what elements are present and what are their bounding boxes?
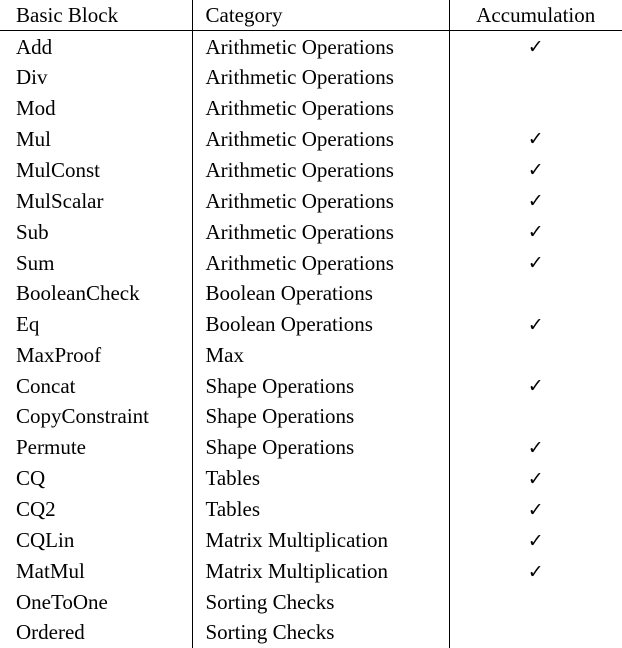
accumulation-cell xyxy=(449,185,622,216)
check-icon: ✓ xyxy=(527,375,544,397)
table-body xyxy=(0,31,622,648)
table-row xyxy=(0,401,622,432)
basic-block-cell: Add xyxy=(0,31,192,63)
table-row xyxy=(0,62,622,93)
check-icon: ✓ xyxy=(527,190,544,212)
basic-block-cell: Div xyxy=(0,62,192,93)
table-row xyxy=(0,278,622,309)
table-row xyxy=(0,309,622,340)
accumulation-cell xyxy=(449,123,622,154)
category-cell: Arithmetic Operations xyxy=(192,31,449,63)
check-icon: ✓ xyxy=(527,313,544,336)
table-row xyxy=(0,432,622,463)
accumulation-cell xyxy=(449,494,622,525)
category-cell: Arithmetic Operations xyxy=(192,93,449,124)
basic-block-cell: MulConst xyxy=(0,154,192,185)
accumulation-cell xyxy=(449,216,622,247)
accumulation-cell xyxy=(449,463,622,494)
accumulation-cell xyxy=(449,278,622,309)
check-icon: ✓ xyxy=(527,36,544,58)
check-icon: ✓ xyxy=(527,467,544,490)
category-cell: Shape Operations xyxy=(192,370,449,401)
table-row xyxy=(0,370,622,401)
basic-block-cell: CQ xyxy=(0,463,192,494)
table-row xyxy=(0,247,622,278)
category-cell: Boolean Operations xyxy=(192,278,449,309)
table-row xyxy=(0,463,622,494)
basic-block-cell: Mul xyxy=(0,123,192,154)
table-row xyxy=(0,340,622,371)
basic-block-cell: Mod xyxy=(0,93,192,124)
accumulation-cell xyxy=(449,62,622,93)
basic-block-cell: CopyConstraint xyxy=(0,401,192,432)
category-cell: Arithmetic Operations xyxy=(192,185,449,216)
category-cell: Arithmetic Operations xyxy=(192,62,449,93)
accumulation-cell xyxy=(449,587,622,618)
check-icon: ✓ xyxy=(527,221,544,243)
category-cell: Boolean Operations xyxy=(192,309,449,340)
basic-block-cell: Eq xyxy=(0,309,192,340)
category-cell: Arithmetic Operations xyxy=(192,123,449,154)
category-cell: Matrix Multiplication xyxy=(192,525,449,556)
table-row xyxy=(0,154,622,185)
table-row xyxy=(0,525,622,556)
category-cell: Shape Operations xyxy=(192,432,449,463)
basic-block-cell: Permute xyxy=(0,432,192,463)
accumulation-cell xyxy=(449,401,622,432)
header-basic-block: Basic Block xyxy=(0,0,192,31)
accumulation-cell xyxy=(449,247,622,278)
table-row xyxy=(0,31,622,63)
table-row xyxy=(0,556,622,587)
accumulation-cell xyxy=(449,93,622,124)
check-icon: ✓ xyxy=(527,159,544,181)
header-category: Category xyxy=(192,0,449,31)
table-row xyxy=(0,185,622,216)
category-cell: Matrix Multiplication xyxy=(192,556,449,587)
check-icon: ✓ xyxy=(527,128,544,150)
table-row xyxy=(0,123,622,154)
basic-block-cell: OneToOne xyxy=(0,587,192,618)
category-cell: Arithmetic Operations xyxy=(192,216,449,247)
check-icon: ✓ xyxy=(527,436,544,459)
header-row xyxy=(0,0,622,31)
accumulation-cell xyxy=(449,154,622,185)
category-cell: Tables xyxy=(192,494,449,525)
table-row xyxy=(0,216,622,247)
basic-block-cell: Ordered xyxy=(0,617,192,648)
category-cell: Tables xyxy=(192,463,449,494)
basic-block-cell: Sub xyxy=(0,216,192,247)
table-row xyxy=(0,617,622,648)
table-row xyxy=(0,587,622,618)
basic-block-cell: CQLin xyxy=(0,525,192,556)
basic-block-cell: MaxProof xyxy=(0,340,192,371)
basic-block-cell: BooleanCheck xyxy=(0,278,192,309)
category-cell: Shape Operations xyxy=(192,401,449,432)
accumulation-cell xyxy=(449,525,622,556)
basic-block-cell: CQ2 xyxy=(0,494,192,525)
table-row xyxy=(0,494,622,525)
check-icon: ✓ xyxy=(527,529,544,552)
check-icon: ✓ xyxy=(527,498,544,521)
category-cell: Sorting Checks xyxy=(192,587,449,618)
category-cell: Arithmetic Operations xyxy=(192,247,449,278)
header-accumulation: Accumulation xyxy=(449,0,622,31)
accumulation-cell xyxy=(449,432,622,463)
accumulation-cell xyxy=(449,370,622,401)
accumulation-cell xyxy=(449,31,622,63)
category-cell: Max xyxy=(192,340,449,371)
basic-block-cell: Concat xyxy=(0,370,192,401)
category-cell: Sorting Checks xyxy=(192,617,449,648)
category-cell: Arithmetic Operations xyxy=(192,154,449,185)
basic-block-cell: Sum xyxy=(0,247,192,278)
table-row xyxy=(0,93,622,124)
accumulation-cell xyxy=(449,340,622,371)
accumulation-cell xyxy=(449,617,622,648)
basic-block-cell: MatMul xyxy=(0,556,192,587)
check-icon: ✓ xyxy=(527,560,544,583)
accumulation-cell xyxy=(449,309,622,340)
accumulation-cell xyxy=(449,556,622,587)
basic-block-cell: MulScalar xyxy=(0,185,192,216)
check-icon: ✓ xyxy=(527,252,544,274)
